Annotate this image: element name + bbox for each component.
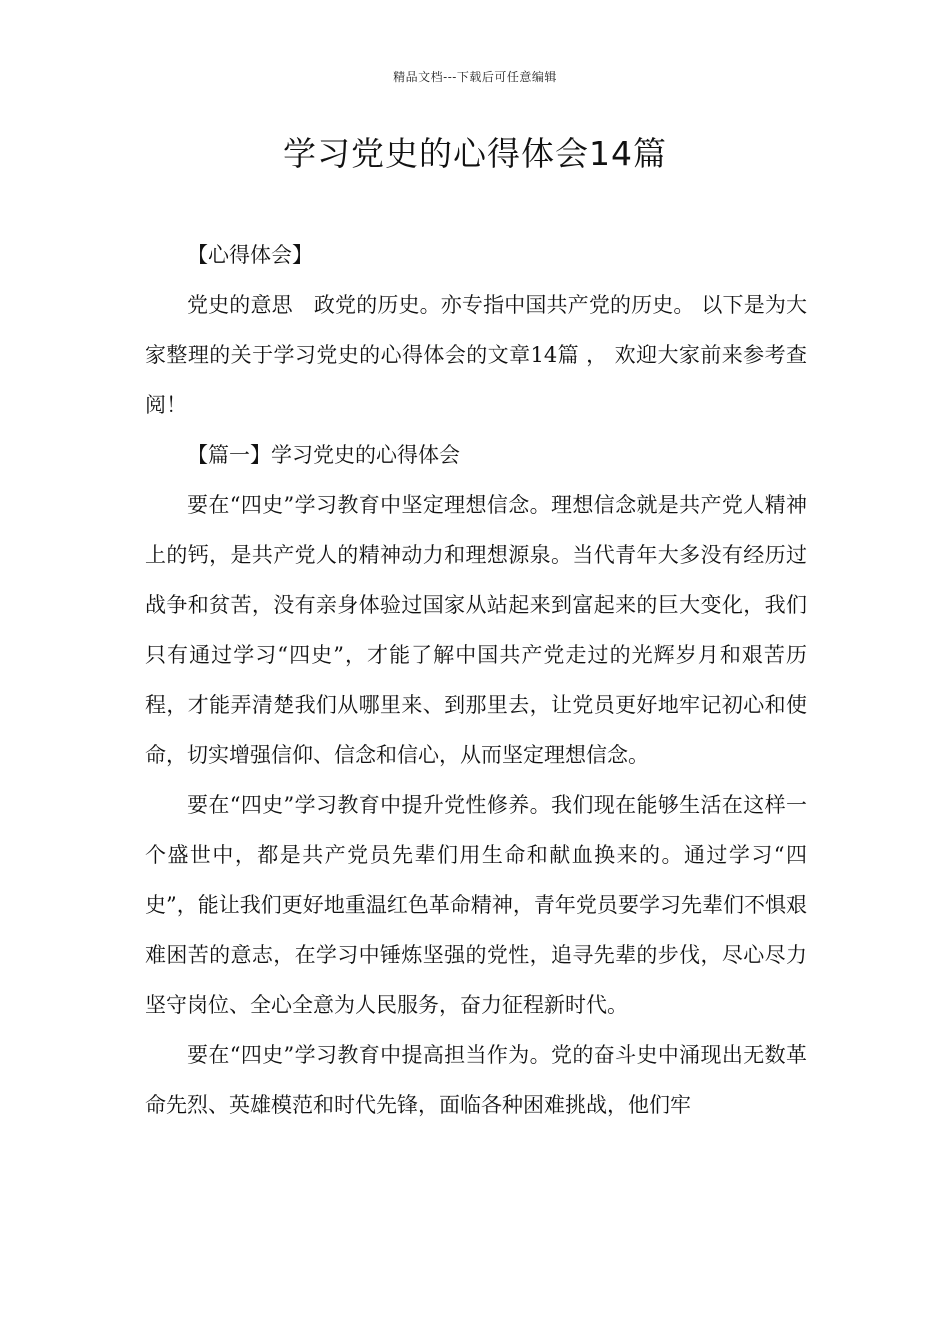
header-note: 精品文档---下载后可任意编辑: [393, 70, 557, 84]
document-body: [145, 230, 807, 1130]
paragraph-ideals: 要在“四史”学习教育中坚定理想信念。理想信念就是共产党人精神上的钙，是共产党人的精神动力和理想源泉。当代青年大多没有经历过战争和贫苦，没有亲身体验过国家从站起来到富起来的巨大变化，我们只有通过学习“四史”，才能了解中国共产党走过的光辉岁月和艰苦历程，才能弄清楚我们从哪里来、到那里去，让党员更好地牢记初心和使命，切实增强信仰、信念和信心，从而坚定理想信念。: [145, 493, 807, 767]
intro-paragraph: 党史的意思 政党的历史。亦专指中国共产党的历史。 以下是为大家整理的关于学习党史的心得体会的文章14篇 ， 欢迎大家前来参考查阅！: [145, 293, 807, 417]
paragraph-responsibility: 要在“四史”学习教育中提高担当作为。党的奋斗史中涌现出无数革命先烈、英雄模范和时代先锋，面临各种困难挑战，他们牢: [145, 1043, 807, 1117]
document-title: 学习党史的心得体会14篇: [283, 134, 667, 173]
section-label-heart: 【心得体会】: [187, 243, 313, 267]
paragraph-party-spirit: 要在“四史”学习教育中提升党性修养。我们现在能够生活在这样一个盛世中，都是共产党员先辈们用生命和献血换来的。通过学习“四史”，能让我们更好地重温红色革命精神，青年党员要学习先辈们不惧艰难困苦的意志，在学习中锤炼坚强的党性，追寻先辈的步伐，尽心尽力坚守岗位、全心全意为人民服务，奋力征程新时代。: [145, 793, 807, 1017]
section-heading-part-one: 【篇一】学习党史的心得体会: [187, 443, 460, 467]
